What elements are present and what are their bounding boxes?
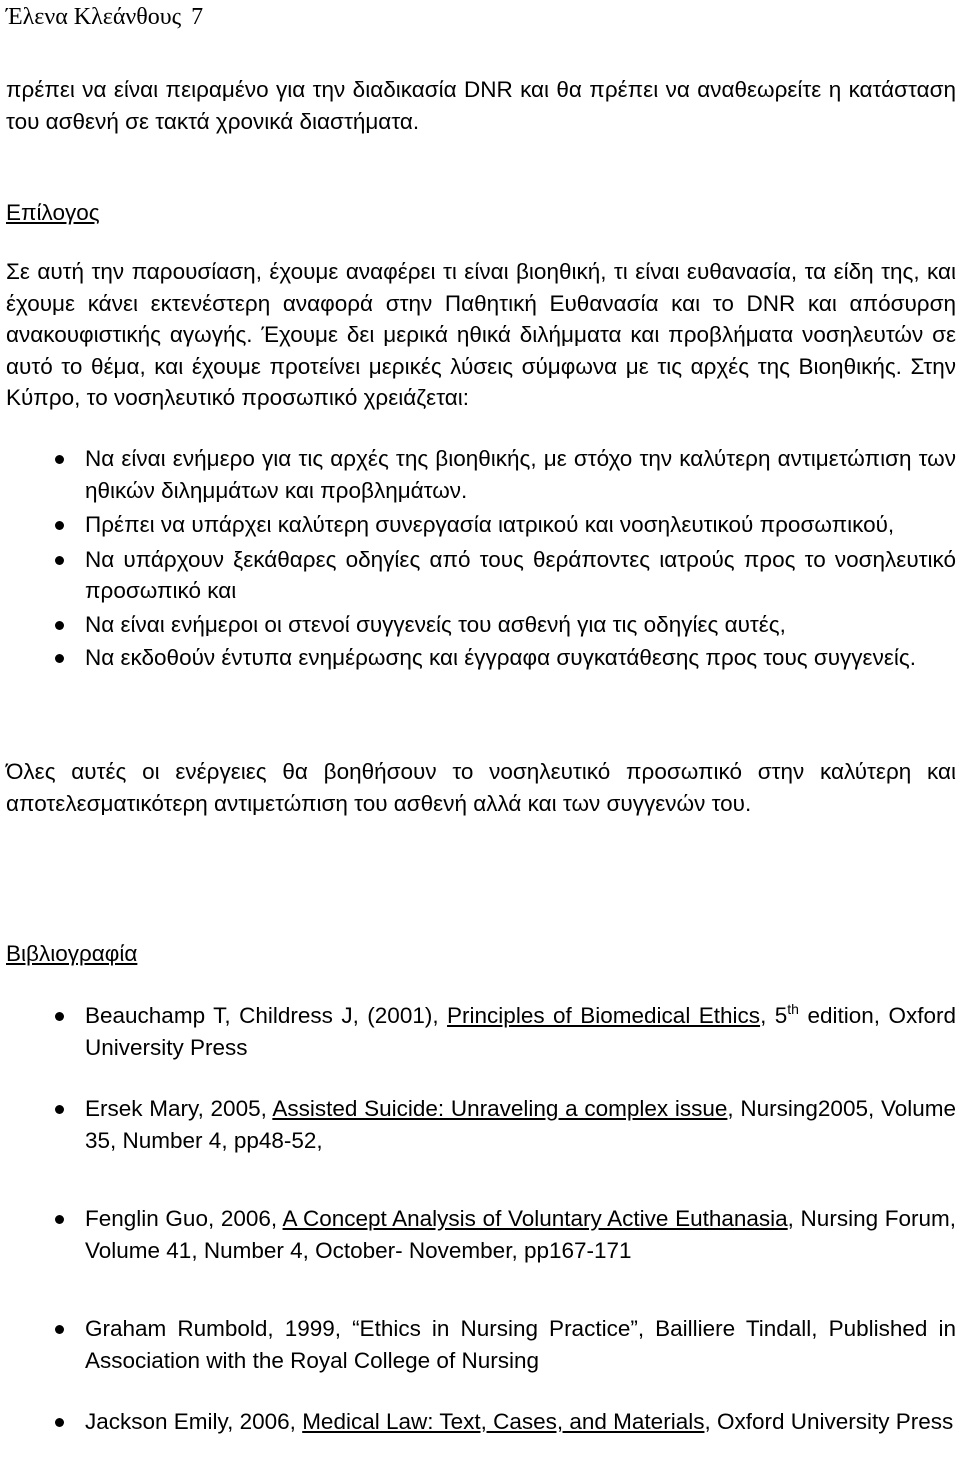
bibliography-heading: Βιβλιογραφία [6,941,138,966]
bullet-icon [55,1418,64,1427]
closing-paragraph: Όλες αυτές οι ενέργειες θα βοηθήσουν το νοσηλευτικό προσωπικό στην καλύτερη και αποτελεσματικότερη αντιμετώπιση του ασθενή αλλά και των συγγενών του. [6,759,956,816]
reference-details: , Oxford University Press [704,1409,954,1434]
author-name: Έλενα Κλεάνθους [6,4,182,30]
list-item [6,642,956,674]
reference-title: A Concept Analysis of Voluntary Active Euthanasia [282,1206,788,1231]
reference-item [6,1406,956,1438]
list-item [6,509,956,541]
bibliography-list [6,1000,956,1438]
list-item [6,443,956,506]
list-item-text: Πρέπει να υπάρχει καλύτερη συνεργασία ιατρικού και νοσηλευτικού προσωπικού, [85,512,895,537]
page-number: 7 [191,4,204,30]
reference-author: Beauchamp T, Childress J, (2001), [85,1003,448,1028]
epilogue-heading: Επίλογος [6,200,100,225]
list-item-text: Να εκδοθούν έντυπα ενημέρωσης και έγγραφα συγκατάθεσης προς τους συγγενείς. [85,645,916,670]
bullet-icon [55,1325,64,1334]
bullet-icon [55,521,64,530]
needs-list [6,443,956,674]
reference-item [6,1203,956,1266]
reference-title: Assisted Suicide: Unraveling a complex issue [272,1096,728,1121]
list-item-text: Να υπάρχουν ξεκάθαρες οδηγίες από τους θεράποντες ιατρούς προς το νοσηλευτικό προσωπικό και [85,546,956,603]
bullet-icon [55,1012,64,1021]
bullet-icon [55,556,64,565]
reference-details: , Nursing Forum, Volume 41, Number 4, October- November, pp167-171 [85,1206,956,1263]
reference-item [6,1313,956,1376]
reference-author: Fenglin Guo, 2006, [85,1206,283,1231]
reference-item [6,1093,956,1156]
page-header [6,0,203,34]
reference-edition: , 5 [760,1003,788,1028]
bullet-icon [55,654,64,663]
epilogue-paragraph: Σε αυτή την παρουσίαση, έχουμε αναφέρει τι είναι βιοηθική, τι είναι ευθανασία, τα είδη της, και έχουμε κάνει εκτενέστερη αναφορά στην Παθητική Ευθανασία και το DNR και απόσυρση ανακουφιστικής αγωγής. Έχουμε δει μερικά ηθικά διλήμματα και προβλήματα νοσηλευτών σε αυτό το θέμα, και έχουμε προτείνει μερικές λύσεις σύμφωνα με τις αρχές της Βιοηθικής. Στην Κύπρο, το νοσηλευτικό προσωπικό χρειάζεται: [6,259,956,410]
intro-paragraph: πρέπει να είναι πειραμένο για την διαδικασία DNR και θα πρέπει να αναθεωρείτε η κατάσταση του ασθενή σε τακτά χρονικά διαστήματα. [6,77,956,134]
reference-author: Ersek Mary, 2005, [85,1096,273,1121]
reference-details: , Nursing2005, Volume 35, Number 4, pp48-52, [85,1096,956,1153]
reference-author: Jackson Emily, 2006, [85,1409,303,1434]
reference-item [6,1000,956,1063]
list-item [6,544,956,607]
bullet-icon [55,1215,64,1224]
reference-details: edition, Oxford University Press [85,1003,956,1060]
reference-edition-suffix: th [787,1001,799,1017]
list-item [6,609,956,641]
bullet-icon [55,455,64,464]
reference-title: Medical Law: Text, Cases, and Materials [302,1409,705,1434]
bullet-icon [55,621,64,630]
bullet-icon [55,1105,64,1114]
reference-text: Graham Rumbold, 1999, “Ethics in Nursing Practice”, Bailliere Tindall, Published in Association with the Royal College of Nursing [85,1316,956,1373]
list-item-text: Να είναι ενήμεροι οι στενοί συγγενείς του ασθενή για τις οδηγίες αυτές, [85,611,786,637]
list-item-text: Να είναι ενήμερο για τις αρχές της βιοηθικής, με στόχο την καλύτερη αντιμετώπιση των ηθικών διλημμάτων και προβλημάτων. [85,446,956,503]
reference-title: Principles of Biomedical Ethics [447,1003,761,1028]
